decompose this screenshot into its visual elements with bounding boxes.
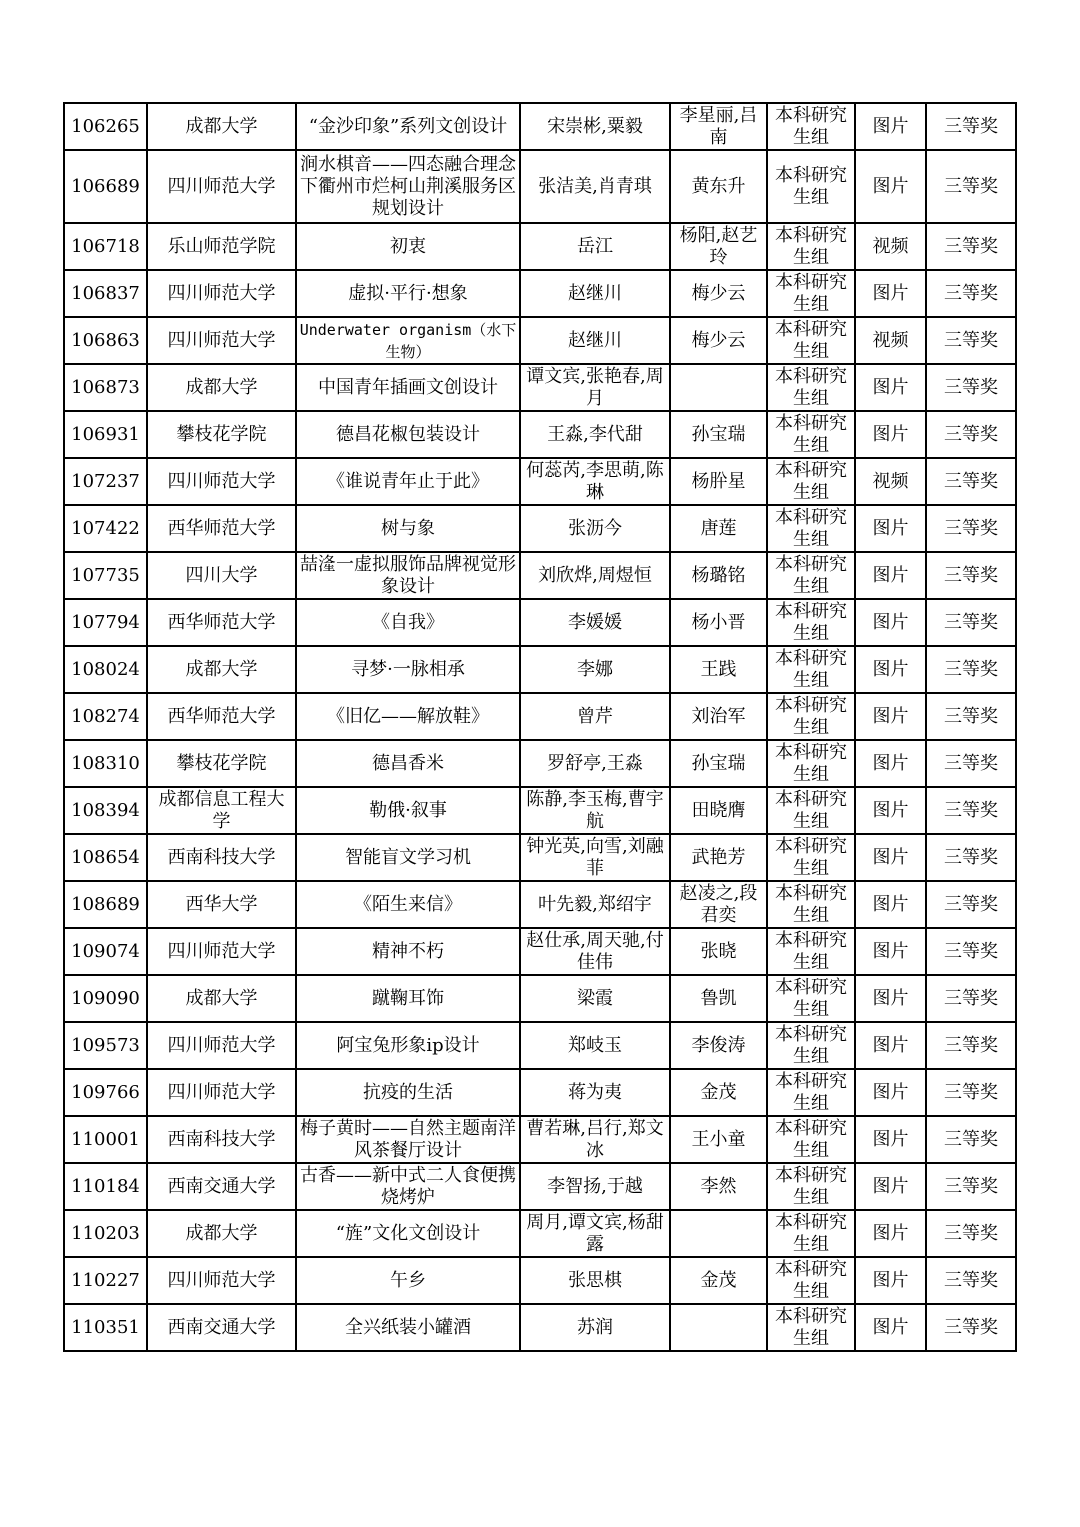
school-cell: 西华大学 (147, 881, 296, 928)
advisor-cell: 唐莲 (670, 505, 767, 552)
entry-id-cell: 106718 (64, 223, 147, 270)
advisor-cell: 梅少云 (670, 317, 767, 364)
work-title-cell: Underwater organism（水下生物） (296, 317, 520, 364)
group-cell: 本科研究生组 (767, 975, 855, 1022)
award-cell: 三等奖 (926, 1257, 1016, 1304)
table-row (64, 317, 1016, 364)
school-cell: 成都大学 (147, 646, 296, 693)
work-type-cell: 图片 (855, 881, 926, 928)
table-row (64, 458, 1016, 505)
advisor-cell: 杨小晋 (670, 599, 767, 646)
authors-cell: 陈静,李玉梅,曹宇航 (520, 787, 670, 834)
entry-id-cell: 106863 (64, 317, 147, 364)
work-title-cell: 德昌香米 (296, 740, 520, 787)
authors-cell: 罗舒亭,王淼 (520, 740, 670, 787)
work-type-cell: 图片 (855, 975, 926, 1022)
award-cell: 三等奖 (926, 552, 1016, 599)
authors-cell: 王淼,李代甜 (520, 411, 670, 458)
table-body (64, 103, 1016, 1351)
school-cell: 攀枝花学院 (147, 740, 296, 787)
authors-cell: 蒋为夷 (520, 1069, 670, 1116)
authors-cell: 张沥今 (520, 505, 670, 552)
group-cell: 本科研究生组 (767, 1116, 855, 1163)
advisor-cell: 张晓 (670, 928, 767, 975)
award-cell: 三等奖 (926, 787, 1016, 834)
award-cell: 三等奖 (926, 928, 1016, 975)
advisor-cell: 李俊涛 (670, 1022, 767, 1069)
school-cell: 乐山师范学院 (147, 223, 296, 270)
work-type-cell: 视频 (855, 223, 926, 270)
work-type-cell: 图片 (855, 1022, 926, 1069)
authors-cell: 郑岐玉 (520, 1022, 670, 1069)
table-row (64, 693, 1016, 740)
work-title-cell: 德昌花椒包装设计 (296, 411, 520, 458)
table-row (64, 411, 1016, 458)
work-title-cell: 涧水棋音——四态融合理念下衢州市烂柯山荆溪服务区规划设计 (296, 150, 520, 223)
group-cell: 本科研究生组 (767, 270, 855, 317)
entry-id-cell: 110001 (64, 1116, 147, 1163)
authors-cell: 李媛媛 (520, 599, 670, 646)
group-cell: 本科研究生组 (767, 411, 855, 458)
entry-id-cell: 107794 (64, 599, 147, 646)
school-cell: 四川师范大学 (147, 1257, 296, 1304)
award-cell: 三等奖 (926, 411, 1016, 458)
table-row (64, 552, 1016, 599)
group-cell: 本科研究生组 (767, 150, 855, 223)
school-cell: 成都信息工程大学 (147, 787, 296, 834)
entry-id-cell: 108689 (64, 881, 147, 928)
school-cell: 四川师范大学 (147, 317, 296, 364)
entry-id-cell: 108394 (64, 787, 147, 834)
entry-id-cell: 106931 (64, 411, 147, 458)
work-type-cell: 图片 (855, 928, 926, 975)
table-row (64, 1304, 1016, 1351)
entry-id-cell: 108024 (64, 646, 147, 693)
table-row (64, 928, 1016, 975)
advisor-cell: 赵凌之,段君奕 (670, 881, 767, 928)
group-cell: 本科研究生组 (767, 646, 855, 693)
school-cell: 四川师范大学 (147, 1069, 296, 1116)
work-title-cell: 中国青年插画文创设计 (296, 364, 520, 411)
work-type-cell: 图片 (855, 1304, 926, 1351)
entry-id-cell: 110351 (64, 1304, 147, 1351)
award-cell: 三等奖 (926, 881, 1016, 928)
school-cell: 成都大学 (147, 1210, 296, 1257)
award-cell: 三等奖 (926, 270, 1016, 317)
authors-cell: 苏润 (520, 1304, 670, 1351)
entry-id-cell: 109074 (64, 928, 147, 975)
advisor-cell: 王践 (670, 646, 767, 693)
work-type-cell: 图片 (855, 150, 926, 223)
work-type-cell: 图片 (855, 552, 926, 599)
work-title-cell: 喆湰一虚拟服饰品牌视觉形象设计 (296, 552, 520, 599)
award-cell: 三等奖 (926, 1069, 1016, 1116)
work-type-cell: 图片 (855, 646, 926, 693)
table-row (64, 1210, 1016, 1257)
school-cell: 西华师范大学 (147, 505, 296, 552)
award-cell: 三等奖 (926, 693, 1016, 740)
work-type-cell: 图片 (855, 1069, 926, 1116)
work-type-cell: 图片 (855, 411, 926, 458)
authors-cell: 李智扬,于越 (520, 1163, 670, 1210)
entry-id-cell: 109090 (64, 975, 147, 1022)
school-cell: 四川师范大学 (147, 928, 296, 975)
authors-cell: 刘欣烨,周煜恒 (520, 552, 670, 599)
advisor-cell: 王小童 (670, 1116, 767, 1163)
award-cell: 三等奖 (926, 1116, 1016, 1163)
authors-cell: 赵仕承,周天驰,付佳伟 (520, 928, 670, 975)
school-cell: 成都大学 (147, 103, 296, 150)
work-title-cell: 蹴鞠耳饰 (296, 975, 520, 1022)
entry-id-cell: 108654 (64, 834, 147, 881)
table-row (64, 1069, 1016, 1116)
award-cell: 三等奖 (926, 223, 1016, 270)
advisor-cell: 杨璐铭 (670, 552, 767, 599)
work-title-cell: “旌”文化文创设计 (296, 1210, 520, 1257)
work-title-cell: 午乡 (296, 1257, 520, 1304)
advisor-cell: 梅少云 (670, 270, 767, 317)
advisor-cell: 金茂 (670, 1069, 767, 1116)
work-title-cell: 梅子黄时——自然主题南洋风茶餐厅设计 (296, 1116, 520, 1163)
entry-id-cell: 107422 (64, 505, 147, 552)
authors-cell: 钟光英,向雪,刘融菲 (520, 834, 670, 881)
work-type-cell: 图片 (855, 270, 926, 317)
entry-id-cell: 110184 (64, 1163, 147, 1210)
group-cell: 本科研究生组 (767, 1069, 855, 1116)
group-cell: 本科研究生组 (767, 103, 855, 150)
group-cell: 本科研究生组 (767, 1210, 855, 1257)
school-cell: 西华师范大学 (147, 599, 296, 646)
work-title-cell: “金沙印象”系列文创设计 (296, 103, 520, 150)
authors-cell: 赵继川 (520, 317, 670, 364)
group-cell: 本科研究生组 (767, 834, 855, 881)
award-cell: 三等奖 (926, 975, 1016, 1022)
school-cell: 西南交通大学 (147, 1163, 296, 1210)
work-type-cell: 图片 (855, 103, 926, 150)
work-type-cell: 图片 (855, 1257, 926, 1304)
advisor-cell (670, 364, 767, 411)
award-cell: 三等奖 (926, 364, 1016, 411)
group-cell: 本科研究生组 (767, 505, 855, 552)
entry-id-cell: 106837 (64, 270, 147, 317)
group-cell: 本科研究生组 (767, 740, 855, 787)
advisor-cell: 孙宝瑞 (670, 740, 767, 787)
group-cell: 本科研究生组 (767, 223, 855, 270)
work-title-cell: 全兴纸装小罐酒 (296, 1304, 520, 1351)
award-cell: 三等奖 (926, 1022, 1016, 1069)
advisor-cell: 武艳芳 (670, 834, 767, 881)
work-title-cell: 精神不朽 (296, 928, 520, 975)
table-row (64, 881, 1016, 928)
entry-id-cell: 110227 (64, 1257, 147, 1304)
group-cell: 本科研究生组 (767, 458, 855, 505)
advisor-cell: 田晓膺 (670, 787, 767, 834)
table-row (64, 1163, 1016, 1210)
table-row (64, 223, 1016, 270)
authors-cell: 李娜 (520, 646, 670, 693)
authors-cell: 叶先毅,郑绍宇 (520, 881, 670, 928)
group-cell: 本科研究生组 (767, 1304, 855, 1351)
entry-id-cell: 107735 (64, 552, 147, 599)
advisor-cell (670, 1304, 767, 1351)
work-type-cell: 图片 (855, 740, 926, 787)
table-row (64, 1257, 1016, 1304)
advisor-cell: 刘治军 (670, 693, 767, 740)
table-row (64, 740, 1016, 787)
table-row (64, 599, 1016, 646)
table-row (64, 975, 1016, 1022)
work-title-cell: 古香——新中式二人食便携烧烤炉 (296, 1163, 520, 1210)
award-cell: 三等奖 (926, 317, 1016, 364)
group-cell: 本科研究生组 (767, 599, 855, 646)
school-cell: 四川大学 (147, 552, 296, 599)
group-cell: 本科研究生组 (767, 693, 855, 740)
advisor-cell: 李星丽,吕南 (670, 103, 767, 150)
school-cell: 西南科技大学 (147, 1116, 296, 1163)
work-title-cell: 抗疫的生活 (296, 1069, 520, 1116)
table-row (64, 646, 1016, 693)
table-row (64, 834, 1016, 881)
awards-table (63, 102, 1017, 1352)
authors-cell: 宋崇彬,粟毅 (520, 103, 670, 150)
work-title-cell: 智能盲文学习机 (296, 834, 520, 881)
school-cell: 西华师范大学 (147, 693, 296, 740)
authors-cell: 赵继川 (520, 270, 670, 317)
award-cell: 三等奖 (926, 103, 1016, 150)
work-type-cell: 图片 (855, 693, 926, 740)
group-cell: 本科研究生组 (767, 787, 855, 834)
work-type-cell: 图片 (855, 505, 926, 552)
entry-id-cell: 107237 (64, 458, 147, 505)
authors-cell: 曹若琳,吕行,郑文冰 (520, 1116, 670, 1163)
award-cell: 三等奖 (926, 740, 1016, 787)
group-cell: 本科研究生组 (767, 881, 855, 928)
award-cell: 三等奖 (926, 1163, 1016, 1210)
award-cell: 三等奖 (926, 150, 1016, 223)
award-cell: 三等奖 (926, 458, 1016, 505)
work-title-cell: 阿宝兔形象ip设计 (296, 1022, 520, 1069)
table-row (64, 787, 1016, 834)
group-cell: 本科研究生组 (767, 928, 855, 975)
entry-id-cell: 108274 (64, 693, 147, 740)
work-type-cell: 视频 (855, 458, 926, 505)
award-cell: 三等奖 (926, 646, 1016, 693)
work-type-cell: 图片 (855, 834, 926, 881)
work-title-cell: 《陌生来信》 (296, 881, 520, 928)
table-row (64, 505, 1016, 552)
work-title-cell: 虚拟·平行·想象 (296, 270, 520, 317)
school-cell: 四川师范大学 (147, 270, 296, 317)
group-cell: 本科研究生组 (767, 317, 855, 364)
entry-id-cell: 106873 (64, 364, 147, 411)
work-title-cell: 《谁说青年止于此》 (296, 458, 520, 505)
authors-cell: 张洁美,肖青琪 (520, 150, 670, 223)
work-type-cell: 图片 (855, 364, 926, 411)
entry-id-cell: 109573 (64, 1022, 147, 1069)
school-cell: 四川师范大学 (147, 1022, 296, 1069)
school-cell: 成都大学 (147, 975, 296, 1022)
authors-cell: 岳江 (520, 223, 670, 270)
work-title-cell: 初衷 (296, 223, 520, 270)
group-cell: 本科研究生组 (767, 552, 855, 599)
school-cell: 四川师范大学 (147, 458, 296, 505)
advisor-cell: 杨阳,赵艺玲 (670, 223, 767, 270)
advisor-cell: 李然 (670, 1163, 767, 1210)
advisor-cell: 金茂 (670, 1257, 767, 1304)
table-row (64, 270, 1016, 317)
entry-id-cell: 109766 (64, 1069, 147, 1116)
entry-id-cell: 108310 (64, 740, 147, 787)
advisor-cell: 鲁凯 (670, 975, 767, 1022)
group-cell: 本科研究生组 (767, 1022, 855, 1069)
school-cell: 攀枝花学院 (147, 411, 296, 458)
table-row (64, 1116, 1016, 1163)
group-cell: 本科研究生组 (767, 1163, 855, 1210)
work-title-cell: 《自我》 (296, 599, 520, 646)
work-type-cell: 图片 (855, 787, 926, 834)
table-row (64, 150, 1016, 223)
work-title-cell: 《旧亿——解放鞋》 (296, 693, 520, 740)
table-row (64, 103, 1016, 150)
authors-cell: 曾芹 (520, 693, 670, 740)
work-title-cell: 勒俄·叙事 (296, 787, 520, 834)
advisor-cell: 孙宝瑞 (670, 411, 767, 458)
group-cell: 本科研究生组 (767, 364, 855, 411)
group-cell: 本科研究生组 (767, 1257, 855, 1304)
authors-cell: 谭文宾,张艳春,周月 (520, 364, 670, 411)
authors-cell: 何蕊芮,李思萌,陈琳 (520, 458, 670, 505)
work-type-cell: 图片 (855, 1163, 926, 1210)
advisor-cell (670, 1210, 767, 1257)
work-type-cell: 图片 (855, 1210, 926, 1257)
award-cell: 三等奖 (926, 599, 1016, 646)
award-cell: 三等奖 (926, 1304, 1016, 1351)
authors-cell: 梁霞 (520, 975, 670, 1022)
award-cell: 三等奖 (926, 834, 1016, 881)
award-cell: 三等奖 (926, 1210, 1016, 1257)
table-row (64, 1022, 1016, 1069)
entry-id-cell: 106265 (64, 103, 147, 150)
work-title-cell: 树与象 (296, 505, 520, 552)
entry-id-cell: 106689 (64, 150, 147, 223)
authors-cell: 张思棋 (520, 1257, 670, 1304)
table-row (64, 364, 1016, 411)
work-title-cell: 寻梦·一脉相承 (296, 646, 520, 693)
school-cell: 西南科技大学 (147, 834, 296, 881)
entry-id-cell: 110203 (64, 1210, 147, 1257)
authors-cell: 周月,谭文宾,杨甜露 (520, 1210, 670, 1257)
school-cell: 四川师范大学 (147, 150, 296, 223)
work-type-cell: 视频 (855, 317, 926, 364)
work-type-cell: 图片 (855, 1116, 926, 1163)
work-type-cell: 图片 (855, 599, 926, 646)
school-cell: 西南交通大学 (147, 1304, 296, 1351)
award-cell: 三等奖 (926, 505, 1016, 552)
school-cell: 成都大学 (147, 364, 296, 411)
advisor-cell: 黄东升 (670, 150, 767, 223)
advisor-cell: 杨肸星 (670, 458, 767, 505)
